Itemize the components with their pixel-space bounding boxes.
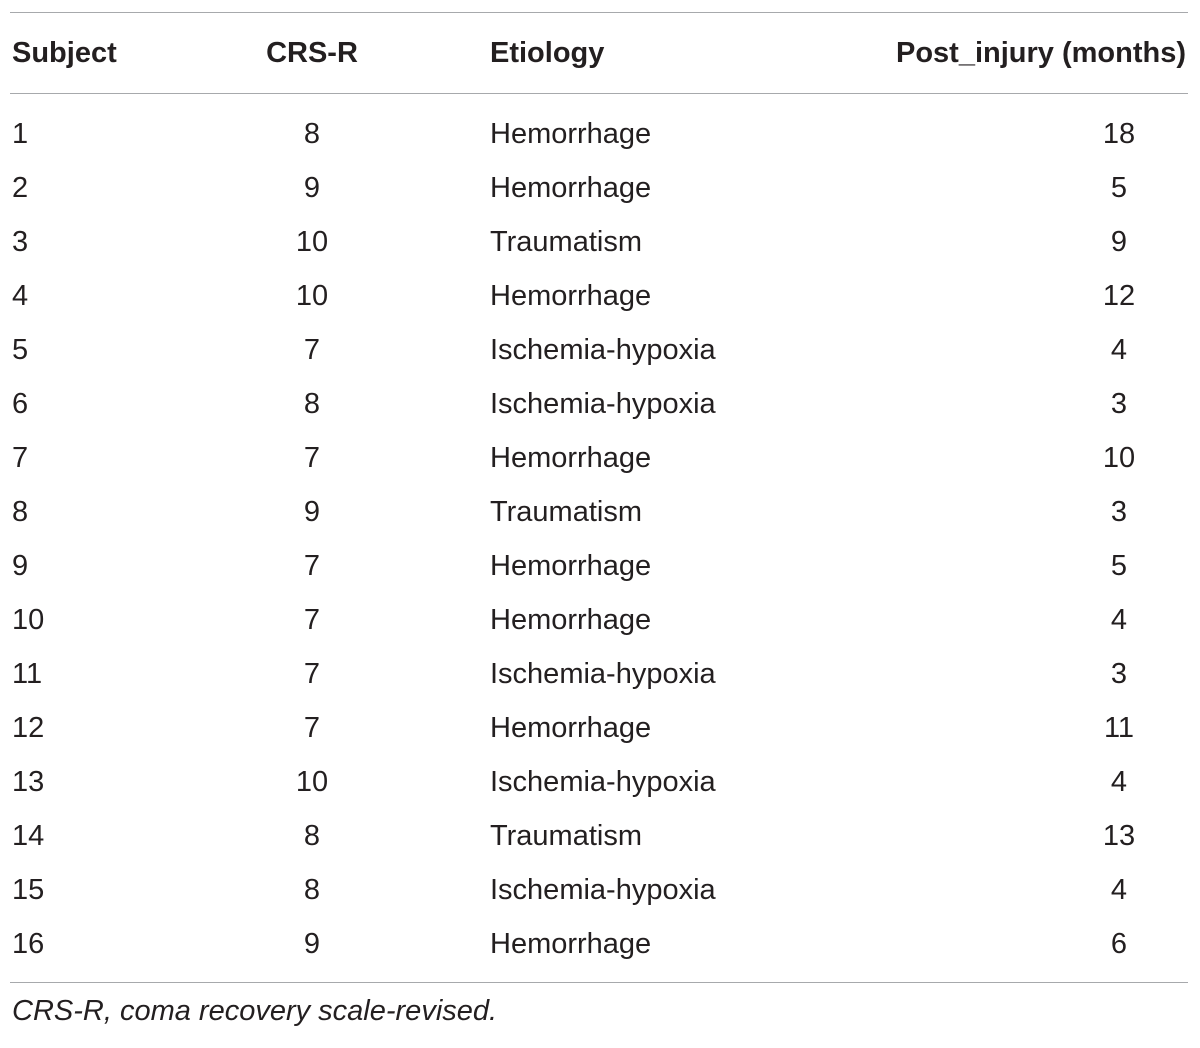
cell-crs-r: 9: [303, 927, 321, 960]
cell-post-injury: 4: [1110, 603, 1128, 636]
table-body: [10, 94, 1188, 982]
cell-etiology: Hemorrhage: [490, 441, 652, 474]
table-row: [10, 701, 1188, 755]
cell-post-injury: 3: [1110, 495, 1128, 528]
table-footnote: CRS-R, coma recovery scale-revised.: [12, 995, 498, 1027]
cell-etiology: Ischemia-hypoxia: [490, 657, 716, 690]
cell-etiology: Hemorrhage: [490, 117, 652, 150]
cell-crs-r: 9: [303, 171, 321, 204]
cell-etiology: Ischemia-hypoxia: [490, 873, 716, 906]
cell-etiology: Hemorrhage: [490, 171, 652, 204]
cell-subject: 12: [12, 711, 45, 744]
cell-crs-r: 10: [295, 765, 329, 798]
cell-crs-r: 10: [295, 225, 329, 258]
cell-crs-r: 7: [303, 549, 321, 582]
table-row: [10, 107, 1188, 161]
cell-subject: 10: [12, 603, 45, 636]
table-row: [10, 215, 1188, 269]
cell-post-injury: 11: [1103, 711, 1135, 744]
cell-subject: 16: [12, 927, 45, 960]
header-crs-r: CRS-R: [266, 36, 358, 69]
cell-post-injury: 10: [1102, 441, 1136, 474]
cell-etiology: Traumatism: [490, 495, 642, 528]
cell-subject: 15: [12, 873, 45, 906]
cell-subject: 6: [12, 387, 29, 420]
table-row: [10, 863, 1188, 917]
table-row: [10, 809, 1188, 863]
cell-etiology: Hemorrhage: [490, 549, 652, 582]
cell-post-injury: 5: [1110, 171, 1128, 204]
cell-crs-r: 7: [303, 333, 321, 366]
cell-subject: 2: [12, 171, 29, 204]
cell-subject: 7: [12, 441, 29, 474]
cell-etiology: Traumatism: [490, 819, 642, 852]
cell-post-injury: 3: [1110, 387, 1128, 420]
cell-etiology: Hemorrhage: [490, 711, 652, 744]
cell-post-injury: 13: [1102, 819, 1136, 852]
table-row: [10, 539, 1188, 593]
table-row: [10, 593, 1188, 647]
table-row: [10, 431, 1188, 485]
cell-post-injury: 18: [1102, 117, 1136, 150]
cell-subject: 1: [12, 117, 29, 150]
cell-subject: 3: [12, 225, 29, 258]
cell-crs-r: 7: [303, 603, 321, 636]
cell-post-injury: 4: [1110, 333, 1128, 366]
table-row: [10, 647, 1188, 701]
cell-post-injury: 4: [1110, 765, 1128, 798]
cell-post-injury: 5: [1110, 549, 1128, 582]
cell-subject: 9: [12, 549, 29, 582]
cell-post-injury: 4: [1110, 873, 1128, 906]
cell-etiology: Hemorrhage: [490, 927, 652, 960]
cell-etiology: Ischemia-hypoxia: [490, 333, 716, 366]
cell-crs-r: 8: [303, 387, 321, 420]
cell-etiology: Hemorrhage: [490, 279, 652, 312]
table-row: [10, 161, 1188, 215]
header-post-injury: Post_injury (months): [895, 36, 1186, 69]
cell-post-injury: 6: [1110, 927, 1128, 960]
cell-crs-r: 10: [295, 279, 329, 312]
cell-crs-r: 8: [303, 819, 321, 852]
cell-crs-r: 9: [303, 495, 321, 528]
cell-crs-r: 7: [303, 711, 321, 744]
cell-crs-r: 8: [303, 117, 321, 150]
table-row: [10, 917, 1188, 971]
cell-post-injury: 3: [1110, 657, 1128, 690]
cell-post-injury: 12: [1102, 279, 1136, 312]
table-header-row: [10, 13, 1188, 93]
cell-etiology: Traumatism: [490, 225, 642, 258]
table-row: [10, 269, 1188, 323]
cell-etiology: Hemorrhage: [490, 603, 652, 636]
data-table: [10, 0, 1188, 1028]
table-row: [10, 323, 1188, 377]
cell-subject: 8: [12, 495, 29, 528]
cell-etiology: Ischemia-hypoxia: [490, 387, 716, 420]
cell-subject: 4: [12, 279, 29, 312]
cell-crs-r: 7: [303, 441, 321, 474]
header-subject: Subject: [12, 36, 117, 69]
table-row: [10, 755, 1188, 809]
cell-etiology: Ischemia-hypoxia: [490, 765, 716, 798]
cell-subject: 14: [12, 819, 45, 852]
cell-crs-r: 8: [303, 873, 321, 906]
cell-subject: 11: [12, 657, 43, 690]
cell-subject: 13: [12, 765, 45, 798]
cell-post-injury: 9: [1110, 225, 1128, 258]
cell-crs-r: 7: [303, 657, 321, 690]
header-etiology: Etiology: [490, 36, 605, 69]
table-row: [10, 485, 1188, 539]
table-row: [10, 377, 1188, 431]
cell-subject: 5: [12, 333, 29, 366]
